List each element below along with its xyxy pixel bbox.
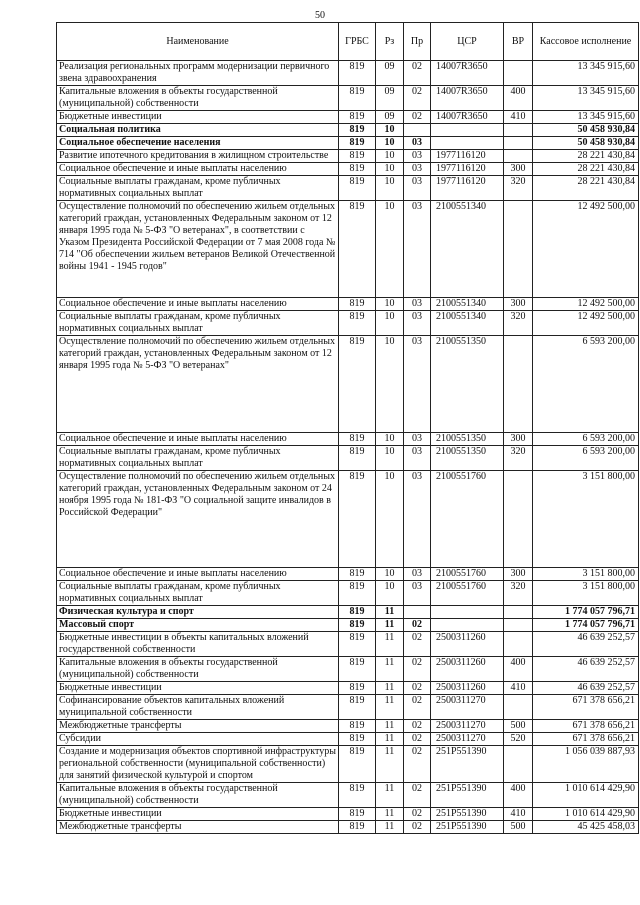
- header-name: Наименование: [57, 23, 339, 61]
- table-row: [57, 581, 639, 606]
- cell-csr: 251P551390: [431, 746, 504, 783]
- cell-name: Осуществление полномочий по обеспечению жильем отдельных категорий граждан, установленных Федеральным законом от 24 ноября 1995 года № 181-ФЗ "О социальной защите инвалидов в Российской Федерации": [57, 471, 339, 568]
- cell-name: Софинансирование объектов капитальных вложений муниципальной собственности: [57, 695, 339, 720]
- cell-csr: 2100551760: [431, 568, 504, 581]
- cell-grbs: 819: [339, 86, 376, 111]
- cell-sum: 3 151 800,00: [533, 471, 639, 568]
- cell-csr: 251P551390: [431, 821, 504, 834]
- cell-grbs: 819: [339, 632, 376, 657]
- cell-rz: 11: [376, 657, 404, 682]
- cell-csr: 2500311270: [431, 720, 504, 733]
- cell-csr: 2100551340: [431, 311, 504, 336]
- cell-rz: 11: [376, 682, 404, 695]
- table-row: [57, 821, 639, 834]
- cell-grbs: 819: [339, 568, 376, 581]
- cell-vr: [504, 150, 533, 163]
- cell-csr: 251P551390: [431, 783, 504, 808]
- cell-rz: 11: [376, 632, 404, 657]
- cell-csr: 1977116120: [431, 163, 504, 176]
- table-row: [57, 808, 639, 821]
- cell-pr: 03: [404, 433, 431, 446]
- cell-grbs: 819: [339, 137, 376, 150]
- cell-rz: 11: [376, 821, 404, 834]
- cell-rz: 10: [376, 150, 404, 163]
- cell-pr: 02: [404, 632, 431, 657]
- cell-csr: 2100551350: [431, 336, 504, 433]
- cell-pr: 03: [404, 298, 431, 311]
- cell-vr: 520: [504, 733, 533, 746]
- cell-csr: 2100551760: [431, 581, 504, 606]
- cell-rz: 10: [376, 581, 404, 606]
- cell-vr: [504, 746, 533, 783]
- cell-grbs: 819: [339, 783, 376, 808]
- cell-csr: 2100551340: [431, 298, 504, 311]
- cell-csr: 14007R3650: [431, 86, 504, 111]
- table-row: [57, 201, 639, 298]
- table-row: [57, 137, 639, 150]
- cell-sum: 1 774 057 796,71: [533, 606, 639, 619]
- cell-rz: 10: [376, 336, 404, 433]
- cell-pr: [404, 124, 431, 137]
- cell-pr: 02: [404, 682, 431, 695]
- table-row: [57, 783, 639, 808]
- cell-sum: 28 221 430,84: [533, 176, 639, 201]
- cell-sum: 50 458 930,84: [533, 137, 639, 150]
- cell-sum: 13 345 915,60: [533, 111, 639, 124]
- cell-sum: 6 593 200,00: [533, 446, 639, 471]
- cell-rz: 10: [376, 298, 404, 311]
- cell-csr: 2100551340: [431, 201, 504, 298]
- cell-vr: [504, 632, 533, 657]
- cell-csr: 1977116120: [431, 150, 504, 163]
- cell-name: Массовый спорт: [57, 619, 339, 632]
- cell-vr: 300: [504, 163, 533, 176]
- cell-csr: 2100551350: [431, 433, 504, 446]
- table-row: [57, 111, 639, 124]
- cell-vr: 410: [504, 808, 533, 821]
- cell-csr: [431, 606, 504, 619]
- table-row: [57, 163, 639, 176]
- cell-sum: 671 378 656,21: [533, 733, 639, 746]
- cell-csr: 2500311260: [431, 632, 504, 657]
- cell-rz: 09: [376, 61, 404, 86]
- cell-sum: 12 492 500,00: [533, 311, 639, 336]
- cell-grbs: 819: [339, 682, 376, 695]
- cell-grbs: 819: [339, 746, 376, 783]
- cell-pr: 03: [404, 176, 431, 201]
- cell-name: Социальное обеспечение и иные выплаты населению: [57, 298, 339, 311]
- cell-sum: 6 593 200,00: [533, 433, 639, 446]
- cell-grbs: 819: [339, 581, 376, 606]
- table-row: [57, 298, 639, 311]
- cell-pr: 03: [404, 137, 431, 150]
- table-row: [57, 336, 639, 433]
- table-row: [57, 568, 639, 581]
- cell-sum: 671 378 656,21: [533, 695, 639, 720]
- cell-pr: 02: [404, 783, 431, 808]
- cell-csr: 251P551390: [431, 808, 504, 821]
- cell-sum: 28 221 430,84: [533, 150, 639, 163]
- cell-rz: 10: [376, 201, 404, 298]
- cell-vr: 300: [504, 568, 533, 581]
- cell-grbs: 819: [339, 124, 376, 137]
- cell-vr: [504, 471, 533, 568]
- cell-vr: [504, 606, 533, 619]
- cell-rz: 10: [376, 446, 404, 471]
- cell-sum: 3 151 800,00: [533, 568, 639, 581]
- budget-table: [56, 22, 639, 834]
- cell-vr: 320: [504, 581, 533, 606]
- cell-name: Создание и модернизация объектов спортивной инфраструктуры региональной собственности (муниципальной собственности) для занятий физической культурой и спортом: [57, 746, 339, 783]
- cell-rz: 11: [376, 808, 404, 821]
- cell-rz: 11: [376, 619, 404, 632]
- cell-pr: 03: [404, 471, 431, 568]
- cell-vr: 300: [504, 298, 533, 311]
- cell-sum: 1 010 614 429,90: [533, 808, 639, 821]
- cell-vr: 400: [504, 657, 533, 682]
- cell-pr: 02: [404, 746, 431, 783]
- table-header-row: [57, 23, 639, 61]
- table-row: [57, 446, 639, 471]
- cell-rz: 11: [376, 733, 404, 746]
- cell-name: Бюджетные инвестиции: [57, 682, 339, 695]
- cell-name: Социальное обеспечение и иные выплаты населению: [57, 568, 339, 581]
- cell-rz: 10: [376, 163, 404, 176]
- table-row: [57, 150, 639, 163]
- cell-pr: 02: [404, 808, 431, 821]
- cell-csr: 2500311270: [431, 695, 504, 720]
- cell-name: Бюджетные инвестиции: [57, 808, 339, 821]
- cell-grbs: 819: [339, 176, 376, 201]
- cell-rz: 11: [376, 695, 404, 720]
- cell-csr: 2500311270: [431, 733, 504, 746]
- cell-csr: [431, 124, 504, 137]
- cell-rz: 09: [376, 86, 404, 111]
- cell-name: Социальные выплаты гражданам, кроме публичных нормативных социальных выплат: [57, 446, 339, 471]
- cell-pr: 03: [404, 336, 431, 433]
- cell-grbs: 819: [339, 163, 376, 176]
- header-vr: ВР: [504, 23, 533, 61]
- cell-grbs: 819: [339, 336, 376, 433]
- cell-sum: 1 774 057 796,71: [533, 619, 639, 632]
- cell-name: Социальные выплаты гражданам, кроме публичных нормативных социальных выплат: [57, 176, 339, 201]
- cell-grbs: 819: [339, 606, 376, 619]
- table-row: [57, 176, 639, 201]
- cell-csr: 1977116120: [431, 176, 504, 201]
- cell-vr: [504, 201, 533, 298]
- cell-pr: 02: [404, 733, 431, 746]
- cell-vr: [504, 619, 533, 632]
- cell-grbs: 819: [339, 619, 376, 632]
- cell-sum: 1 010 614 429,90: [533, 783, 639, 808]
- cell-vr: 320: [504, 446, 533, 471]
- cell-name: Осуществление полномочий по обеспечению жильем отдельных категорий граждан, установленных Федеральным законом от 12 января 1995 года № 5-ФЗ "О ветеранах": [57, 336, 339, 433]
- cell-vr: 300: [504, 433, 533, 446]
- cell-vr: 410: [504, 111, 533, 124]
- cell-sum: 1 056 039 887,93: [533, 746, 639, 783]
- table-row: [57, 657, 639, 682]
- cell-sum: 28 221 430,84: [533, 163, 639, 176]
- cell-name: Социальное обеспечение и иные выплаты населению: [57, 163, 339, 176]
- cell-sum: 6 593 200,00: [533, 336, 639, 433]
- cell-rz: 11: [376, 783, 404, 808]
- cell-name: Капитальные вложения в объекты государственной (муниципальной) собственности: [57, 657, 339, 682]
- cell-sum: 12 492 500,00: [533, 201, 639, 298]
- cell-grbs: 819: [339, 61, 376, 86]
- table-row: [57, 632, 639, 657]
- cell-pr: 03: [404, 150, 431, 163]
- cell-name: Капитальные вложения в объекты государственной (муниципальной) собственности: [57, 86, 339, 111]
- cell-grbs: 819: [339, 733, 376, 746]
- cell-name: Реализация региональных программ модернизации первичного звена здравоохранения: [57, 61, 339, 86]
- cell-pr: 02: [404, 720, 431, 733]
- cell-name: Бюджетные инвестиции в объекты капитальных вложений государственной собственности: [57, 632, 339, 657]
- table-row: [57, 311, 639, 336]
- table-row: [57, 61, 639, 86]
- cell-name: Осуществление полномочий по обеспечению жильем отдельных категорий граждан, установленных Федеральным законом от 12 января 1995 года № 5-ФЗ "О ветеранах", в соответствии с Указом Президента Российской Федерации от 7 мая 2008 года № 714 "Об обеспечении жильем ветеранов Великой Отечественной войны 1941 - 1945 годов": [57, 201, 339, 298]
- cell-csr: 2100551760: [431, 471, 504, 568]
- table-row: [57, 682, 639, 695]
- table-body: [57, 61, 639, 834]
- cell-sum: 671 378 656,21: [533, 720, 639, 733]
- table-row: [57, 433, 639, 446]
- cell-pr: 03: [404, 568, 431, 581]
- cell-grbs: 819: [339, 821, 376, 834]
- cell-pr: [404, 606, 431, 619]
- cell-sum: 3 151 800,00: [533, 581, 639, 606]
- cell-rz: 11: [376, 720, 404, 733]
- cell-pr: 02: [404, 61, 431, 86]
- table-row: [57, 124, 639, 137]
- cell-name: Физическая культура и спорт: [57, 606, 339, 619]
- cell-grbs: 819: [339, 808, 376, 821]
- cell-csr: 14007R3650: [431, 61, 504, 86]
- cell-vr: [504, 137, 533, 150]
- cell-rz: 09: [376, 111, 404, 124]
- header-grbs: ГРБС: [339, 23, 376, 61]
- cell-grbs: 819: [339, 111, 376, 124]
- cell-pr: 03: [404, 163, 431, 176]
- cell-vr: 410: [504, 682, 533, 695]
- cell-pr: 02: [404, 821, 431, 834]
- cell-vr: 500: [504, 821, 533, 834]
- cell-rz: 11: [376, 606, 404, 619]
- cell-vr: 320: [504, 176, 533, 201]
- cell-vr: [504, 336, 533, 433]
- cell-csr: [431, 137, 504, 150]
- table-row: [57, 733, 639, 746]
- table-row: [57, 720, 639, 733]
- cell-csr: 2100551350: [431, 446, 504, 471]
- cell-pr: 02: [404, 695, 431, 720]
- cell-rz: 10: [376, 137, 404, 150]
- header-csr: ЦСР: [431, 23, 504, 61]
- cell-vr: 320: [504, 311, 533, 336]
- cell-name: Субсидии: [57, 733, 339, 746]
- cell-name: Социальные выплаты гражданам, кроме публичных нормативных социальных выплат: [57, 311, 339, 336]
- cell-grbs: 819: [339, 657, 376, 682]
- table-row: [57, 606, 639, 619]
- table-row: [57, 746, 639, 783]
- cell-name: Межбюджетные трансферты: [57, 821, 339, 834]
- cell-grbs: 819: [339, 433, 376, 446]
- table-row: [57, 471, 639, 568]
- cell-vr: [504, 124, 533, 137]
- cell-sum: 46 639 252,57: [533, 632, 639, 657]
- cell-csr: 2500311260: [431, 657, 504, 682]
- cell-rz: 10: [376, 311, 404, 336]
- cell-grbs: 819: [339, 695, 376, 720]
- cell-rz: 10: [376, 471, 404, 568]
- cell-sum: 50 458 930,84: [533, 124, 639, 137]
- cell-grbs: 819: [339, 150, 376, 163]
- cell-sum: 46 639 252,57: [533, 682, 639, 695]
- cell-name: Социальная политика: [57, 124, 339, 137]
- cell-sum: 45 425 458,03: [533, 821, 639, 834]
- cell-rz: 10: [376, 568, 404, 581]
- cell-vr: 400: [504, 86, 533, 111]
- page-number: 50: [315, 10, 325, 21]
- cell-sum: 13 345 915,60: [533, 86, 639, 111]
- cell-csr: 14007R3650: [431, 111, 504, 124]
- cell-pr: 02: [404, 657, 431, 682]
- cell-rz: 10: [376, 433, 404, 446]
- cell-rz: 11: [376, 746, 404, 783]
- cell-vr: [504, 695, 533, 720]
- cell-vr: 500: [504, 720, 533, 733]
- cell-csr: 2500311260: [431, 682, 504, 695]
- cell-name: Бюджетные инвестиции: [57, 111, 339, 124]
- cell-sum: 12 492 500,00: [533, 298, 639, 311]
- cell-pr: 02: [404, 619, 431, 632]
- cell-name: Межбюджетные трансферты: [57, 720, 339, 733]
- cell-vr: 400: [504, 783, 533, 808]
- cell-pr: 03: [404, 581, 431, 606]
- table-row: [57, 619, 639, 632]
- header-sum: Кассовое исполнение: [533, 23, 639, 61]
- cell-name: Развитие ипотечного кредитования в жилищном строительстве: [57, 150, 339, 163]
- table-row: [57, 695, 639, 720]
- cell-grbs: 819: [339, 471, 376, 568]
- cell-pr: 03: [404, 201, 431, 298]
- cell-grbs: 819: [339, 201, 376, 298]
- cell-pr: 02: [404, 86, 431, 111]
- cell-sum: 46 639 252,57: [533, 657, 639, 682]
- cell-csr: [431, 619, 504, 632]
- cell-vr: [504, 61, 533, 86]
- cell-grbs: 819: [339, 720, 376, 733]
- header-rz: Рз: [376, 23, 404, 61]
- cell-name: Социальное обеспечение населения: [57, 137, 339, 150]
- table-row: [57, 86, 639, 111]
- cell-name: Социальное обеспечение и иные выплаты населению: [57, 433, 339, 446]
- cell-name: Социальные выплаты гражданам, кроме публичных нормативных социальных выплат: [57, 581, 339, 606]
- cell-grbs: 819: [339, 311, 376, 336]
- cell-rz: 10: [376, 176, 404, 201]
- cell-pr: 03: [404, 446, 431, 471]
- cell-grbs: 819: [339, 446, 376, 471]
- cell-sum: 13 345 915,60: [533, 61, 639, 86]
- cell-pr: 03: [404, 311, 431, 336]
- cell-rz: 10: [376, 124, 404, 137]
- header-pr: Пр: [404, 23, 431, 61]
- cell-grbs: 819: [339, 298, 376, 311]
- cell-name: Капитальные вложения в объекты государственной (муниципальной) собственности: [57, 783, 339, 808]
- cell-pr: 02: [404, 111, 431, 124]
